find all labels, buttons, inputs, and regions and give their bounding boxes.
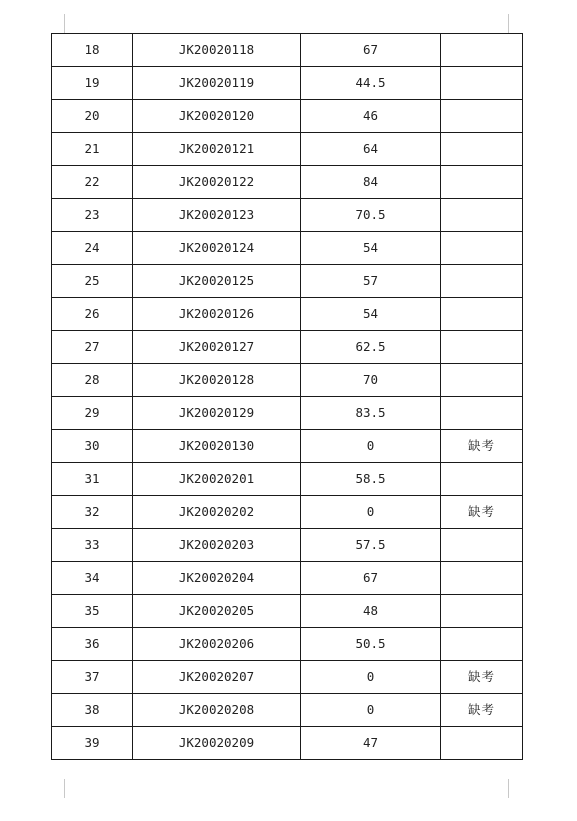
row-number-cell: 26 (52, 298, 133, 331)
score-cell: 0 (301, 496, 441, 529)
table-row (52, 496, 523, 529)
table-row (52, 34, 523, 67)
score-cell: 64 (301, 133, 441, 166)
exam-id-cell: JK20020202 (133, 496, 301, 529)
score-cell: 48 (301, 595, 441, 628)
remark-cell: 缺考 (441, 430, 523, 463)
row-number-cell: 27 (52, 331, 133, 364)
row-number-cell: 34 (52, 562, 133, 595)
score-cell: 50.5 (301, 628, 441, 661)
table-row (52, 595, 523, 628)
score-cell: 83.5 (301, 397, 441, 430)
score-cell: 57 (301, 265, 441, 298)
table-row (52, 166, 523, 199)
remark-cell (441, 166, 523, 199)
row-number-cell: 32 (52, 496, 133, 529)
score-cell: 67 (301, 34, 441, 67)
remark-cell (441, 364, 523, 397)
remark-cell (441, 628, 523, 661)
score-table (51, 33, 523, 760)
score-cell: 62.5 (301, 331, 441, 364)
exam-id-cell: JK20020125 (133, 265, 301, 298)
remark-cell (441, 463, 523, 496)
remark-cell (441, 265, 523, 298)
exam-id-cell: JK20020207 (133, 661, 301, 694)
row-number-cell: 18 (52, 34, 133, 67)
table-row (52, 67, 523, 100)
row-number-cell: 38 (52, 694, 133, 727)
exam-id-cell: JK20020206 (133, 628, 301, 661)
table-row (52, 397, 523, 430)
exam-id-cell: JK20020121 (133, 133, 301, 166)
remark-cell (441, 67, 523, 100)
score-cell: 70.5 (301, 199, 441, 232)
exam-id-cell: JK20020203 (133, 529, 301, 562)
exam-id-cell: JK20020201 (133, 463, 301, 496)
table-row (52, 100, 523, 133)
row-number-cell: 36 (52, 628, 133, 661)
table-row (52, 661, 523, 694)
score-cell: 84 (301, 166, 441, 199)
exam-id-cell: JK20020129 (133, 397, 301, 430)
table-row (52, 232, 523, 265)
remark-cell (441, 133, 523, 166)
remark-cell: 缺考 (441, 661, 523, 694)
score-cell: 0 (301, 661, 441, 694)
exam-id-cell: JK20020204 (133, 562, 301, 595)
remark-cell (441, 529, 523, 562)
exam-id-cell: JK20020209 (133, 727, 301, 760)
score-cell: 0 (301, 430, 441, 463)
score-cell: 54 (301, 298, 441, 331)
score-cell: 57.5 (301, 529, 441, 562)
exam-id-cell: JK20020124 (133, 232, 301, 265)
remark-cell (441, 298, 523, 331)
table-row (52, 265, 523, 298)
table-row (52, 298, 523, 331)
remark-cell (441, 595, 523, 628)
row-number-cell: 24 (52, 232, 133, 265)
exam-id-cell: JK20020205 (133, 595, 301, 628)
exam-id-cell: JK20020123 (133, 199, 301, 232)
crop-mark-top-left (64, 14, 65, 33)
row-number-cell: 30 (52, 430, 133, 463)
remark-cell (441, 562, 523, 595)
exam-id-cell: JK20020120 (133, 100, 301, 133)
remark-cell: 缺考 (441, 496, 523, 529)
exam-id-cell: JK20020118 (133, 34, 301, 67)
table-row (52, 529, 523, 562)
crop-mark-top-right (508, 14, 509, 33)
table-row (52, 133, 523, 166)
score-cell: 67 (301, 562, 441, 595)
row-number-cell: 25 (52, 265, 133, 298)
table-row (52, 199, 523, 232)
exam-id-cell: JK20020126 (133, 298, 301, 331)
crop-mark-bottom-left (64, 779, 65, 798)
row-number-cell: 22 (52, 166, 133, 199)
row-number-cell: 19 (52, 67, 133, 100)
score-cell: 0 (301, 694, 441, 727)
row-number-cell: 28 (52, 364, 133, 397)
remark-cell: 缺考 (441, 694, 523, 727)
exam-id-cell: JK20020119 (133, 67, 301, 100)
table-row (52, 463, 523, 496)
score-cell: 44.5 (301, 67, 441, 100)
score-cell: 46 (301, 100, 441, 133)
remark-cell (441, 100, 523, 133)
remark-cell (441, 397, 523, 430)
table-row (52, 628, 523, 661)
row-number-cell: 31 (52, 463, 133, 496)
table-row (52, 562, 523, 595)
row-number-cell: 39 (52, 727, 133, 760)
table-row (52, 364, 523, 397)
table-row (52, 331, 523, 364)
remark-cell (441, 232, 523, 265)
exam-id-cell: JK20020128 (133, 364, 301, 397)
row-number-cell: 35 (52, 595, 133, 628)
row-number-cell: 37 (52, 661, 133, 694)
exam-id-cell: JK20020127 (133, 331, 301, 364)
score-cell: 54 (301, 232, 441, 265)
score-table-body (52, 34, 523, 760)
exam-id-cell: JK20020122 (133, 166, 301, 199)
row-number-cell: 29 (52, 397, 133, 430)
row-number-cell: 23 (52, 199, 133, 232)
score-cell: 47 (301, 727, 441, 760)
crop-mark-bottom-right (508, 779, 509, 798)
exam-id-cell: JK20020208 (133, 694, 301, 727)
table-row (52, 727, 523, 760)
row-number-cell: 21 (52, 133, 133, 166)
exam-id-cell: JK20020130 (133, 430, 301, 463)
score-cell: 70 (301, 364, 441, 397)
remark-cell (441, 199, 523, 232)
table-row (52, 694, 523, 727)
score-cell: 58.5 (301, 463, 441, 496)
row-number-cell: 33 (52, 529, 133, 562)
row-number-cell: 20 (52, 100, 133, 133)
remark-cell (441, 34, 523, 67)
remark-cell (441, 727, 523, 760)
remark-cell (441, 331, 523, 364)
table-row (52, 430, 523, 463)
